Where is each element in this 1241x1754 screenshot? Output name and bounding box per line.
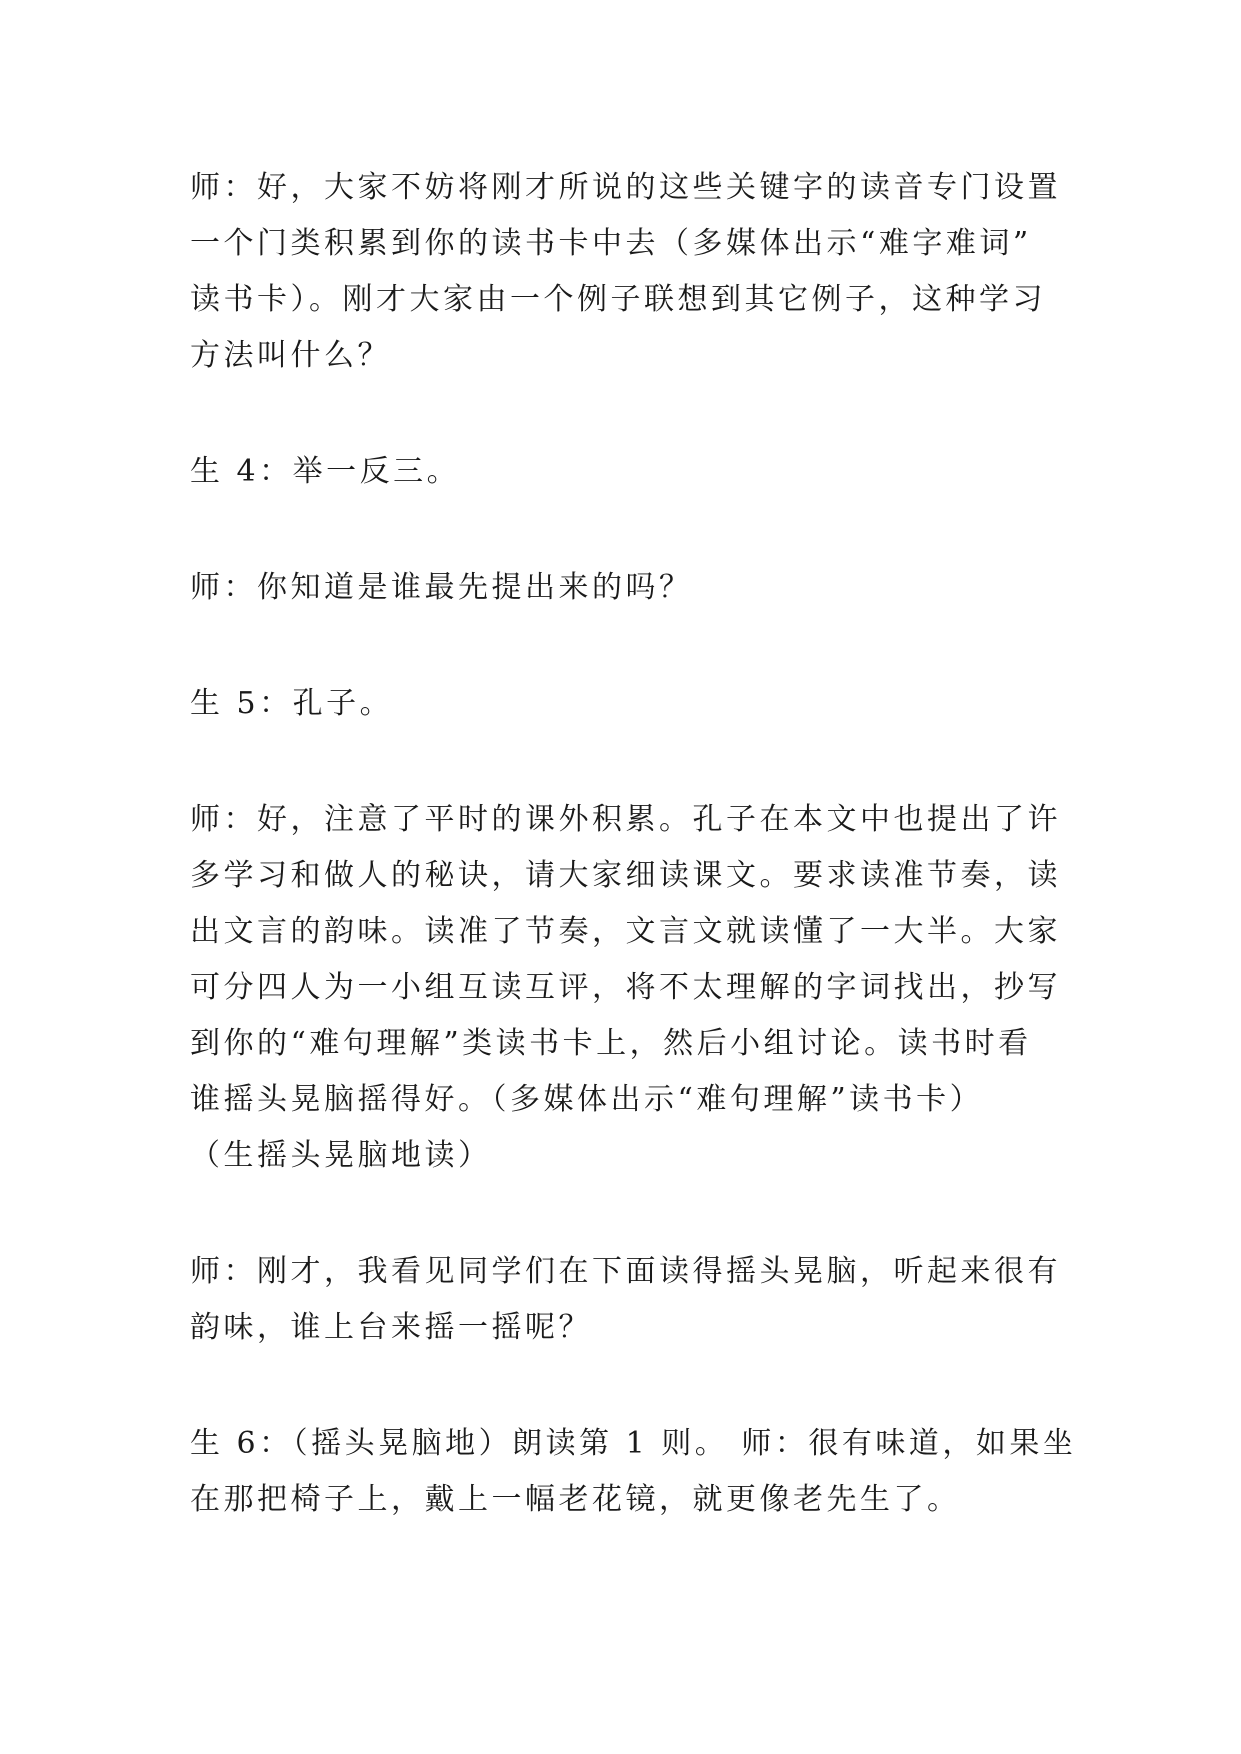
paragraph-teacher-3 — [190, 792, 1070, 1184]
paragraph-teacher-2 — [190, 560, 1070, 616]
text-line: 多学习和做人的秘诀，请大家细读课文。要求读准节奏，读 — [190, 858, 1061, 893]
text-line: 师：刚才，我看见同学们在下面读得摇头晃脑，听起来很有 — [190, 1254, 1061, 1289]
paragraph-student-5 — [190, 676, 1070, 732]
text-line: 师：你知道是谁最先提出来的吗？ — [190, 570, 693, 605]
text-line: 生 6：（摇头晃脑地）朗读第 1 则。 师：很有味道，如果坐 — [190, 1426, 1077, 1461]
document-body — [190, 160, 1077, 1588]
text-line: 谁摇头晃脑摇得好。（多媒体出示“难句理解”读书卡） — [190, 1082, 984, 1117]
text-line: （生摇头晃脑地读） — [190, 1138, 492, 1173]
paragraph-teacher-1 — [190, 160, 1070, 384]
text-line: 韵味，谁上台来摇一摇呢？ — [190, 1310, 592, 1345]
text-line: 可分四人为一小组互读互评，将不太理解的字词找出，抄写 — [190, 970, 1061, 1005]
text-line: 出文言的韵味。读准了节奏，文言文就读懂了一大半。大家 — [190, 914, 1061, 949]
text-line: 在那把椅子上，戴上一幅老花镜，就更像老先生了。 — [190, 1482, 961, 1517]
text-line: 生 4：举一反三。 — [190, 454, 461, 489]
text-line: 师：好，大家不妨将刚才所说的这些关键字的读音专门设置 — [190, 170, 1061, 205]
text-line: 读书卡）。刚才大家由一个例子联想到其它例子，这种学习 — [190, 282, 1046, 317]
text-line: 方法叫什么？ — [190, 338, 391, 373]
text-line: 师：好，注意了平时的课外积累。孔子在本文中也提出了许 — [190, 802, 1061, 837]
text-line: 一个门类积累到你的读书卡中去（多媒体出示“难字难词” — [190, 226, 1032, 261]
paragraph-teacher-4 — [190, 1244, 1070, 1356]
paragraph-student-4 — [190, 444, 1070, 500]
text-line: 生 5：孔子。 — [190, 686, 394, 721]
paragraph-student-6 — [190, 1416, 1077, 1528]
text-line: 到你的“难句理解”类读书卡上，然后小组讨论。读书时看 — [190, 1026, 1032, 1061]
